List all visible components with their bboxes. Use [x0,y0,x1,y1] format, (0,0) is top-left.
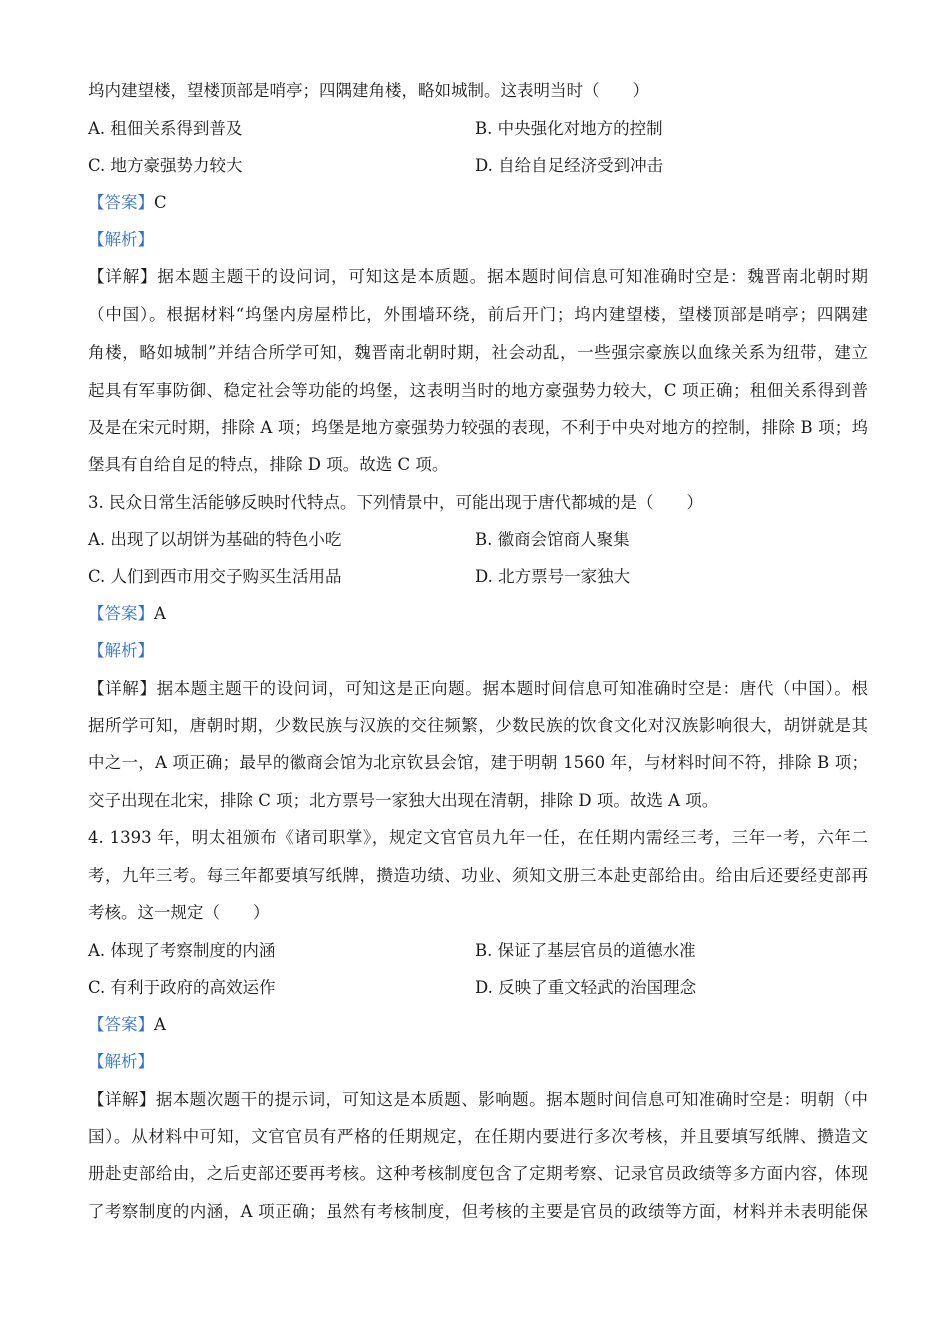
q2-detail-line-1: 【详解】据本题主题干的设问词，可知这是本质题。据本题时间信息可知准确时空是：魏晋南北朝时期 [88,267,868,286]
q3-detail-line-3: 中之一，A 项正确；最早的徽商会馆为北京钦县会馆，建于明朝 1560 年，与材料时间不符，排除 B 项； [88,753,868,772]
q3-option-c: C. 人们到西市用交子购买生活用品 [88,567,342,586]
q4-option-a: A. 体现了考察制度的内涵 [88,941,276,960]
q4-option-d: D. 反映了重文轻武的治国理念 [475,978,697,997]
q3-detail-line-1: 【详解】据本题主题干的设问词，可知这是正向题。据本题时间信息可知准确时空是：唐代（中国）。根 [88,679,868,698]
answer-tag: 【答案】 [88,604,154,623]
q4-detail-line-4: 了考察制度的内涵，A 项正确；虽然有考核制度，但考核的主要是官员的政绩等方面，材料并未表明能保 [88,1202,868,1221]
q2-answer-line [88,188,868,218]
q4-analysis-tag: 【解析】 [88,1052,154,1071]
detail-tag: 【详解】 [88,679,157,698]
q4-option-c: C. 有利于政府的高效运作 [88,978,276,997]
q4-detail-line-1: 【详解】据本题次题干的提示词，可知这是本质题、影响题。据本题时间信息可知准确时空是：明朝（中 [88,1090,868,1109]
q4-stem-line-2: 考，九年三考。每三年都要填写纸牌，攒造功绩、功业、须知文册三本赴吏部给由。给由后还要经吏部再 [88,866,868,885]
q2-stem-tail: 坞内建望楼，望楼顶部是哨亭；四隅建角楼，略如城制。这表明当时（ ） [88,81,649,100]
q2-option-b: B. 中央强化对地方的控制 [475,119,663,138]
q2-detail-line-3: 角楼，略如城制”并结合所学可知，魏晋南北朝时期，社会动乱，一些强宗豪族以血缘关系为纽带，建立 [88,343,868,362]
q2-detail-line-2: （中国）。根据材料“坞堡内房屋栉比，外围墙环绕，前后开门；坞内建望楼，望楼顶部是哨亭；四隅建 [88,305,868,324]
answer-tag: 【答案】 [88,193,154,212]
q3-analysis-tag: 【解析】 [88,641,154,660]
q4-answer: A [154,1015,166,1034]
q4-answer-line [88,1010,868,1040]
q3-detail-line-4: 交子出现在北宋，排除 C 项；北方票号一家独大出现在清朝，排除 D 项。故选 A 项。 [88,791,719,810]
q2-detail-line-6: 堡具有自给自足的特点，排除 D 项。故选 C 项。 [88,455,449,474]
q2-analysis-tag: 【解析】 [88,230,154,249]
q4-detail-line-3: 册赴吏部给由，之后吏部还要再考核。这种考核制度包含了定期考察、记录官员政绩等多方面内容，体现 [88,1164,868,1183]
detail-tag: 【详解】 [88,1090,156,1109]
q2-detail-line-4: 起具有军事防御、稳定社会等功能的坞堡，这表明当时的地方豪强势力较大，C 项正确；租佃关系得到普 [88,381,868,400]
detail-tag: 【详解】 [88,267,158,286]
q2-detail-line-5: 及是在宋元时期，排除 A 项；坞堡是地方豪强势力较强的表现，不利于中央对地方的控制，排除 B 项；坞 [88,418,868,437]
q4-stem-line-3: 考核。这一规定（ ） [88,903,270,922]
q3-answer-line [88,599,868,629]
q2-option-c: C. 地方豪强势力较大 [88,156,243,175]
answer-tag: 【答案】 [88,1015,154,1034]
q2-option-d: D. 自给自足经济受到冲击 [475,156,664,175]
q2-option-a: A. 租佃关系得到普及 [88,119,243,138]
q4-option-b: B. 保证了基层官员的道德水准 [475,941,696,960]
q4-detail-line-2: 国）。从材料中可知，文官官员有严格的任期规定，在任期内要进行多次考核，并且要填写纸牌、攒造文 [88,1127,868,1146]
q3-option-d: D. 北方票号一家独大 [475,567,631,586]
q3-detail-line-2: 据所学可知，唐朝时期，少数民族与汉族的交往频繁，少数民族的饮食文化对汉族影响很大，胡饼就是其 [88,716,868,735]
q2-answer: C [154,193,167,212]
q3-option-a: A. 出现了以胡饼为基础的特色小吃 [88,530,342,549]
q3-option-b: B. 徽商会馆商人聚集 [475,530,630,549]
q4-stem-line-1: 4. 1393 年，明太祖颁布《诸司职掌》，规定文官官员九年一任，在任期内需经三考，三年一考，六年二 [88,828,868,847]
q3-answer: A [154,604,166,623]
q3-stem: 3. 民众日常生活能够反映时代特点。下列情景中，可能出现于唐代都城的是（ ） [88,493,703,512]
